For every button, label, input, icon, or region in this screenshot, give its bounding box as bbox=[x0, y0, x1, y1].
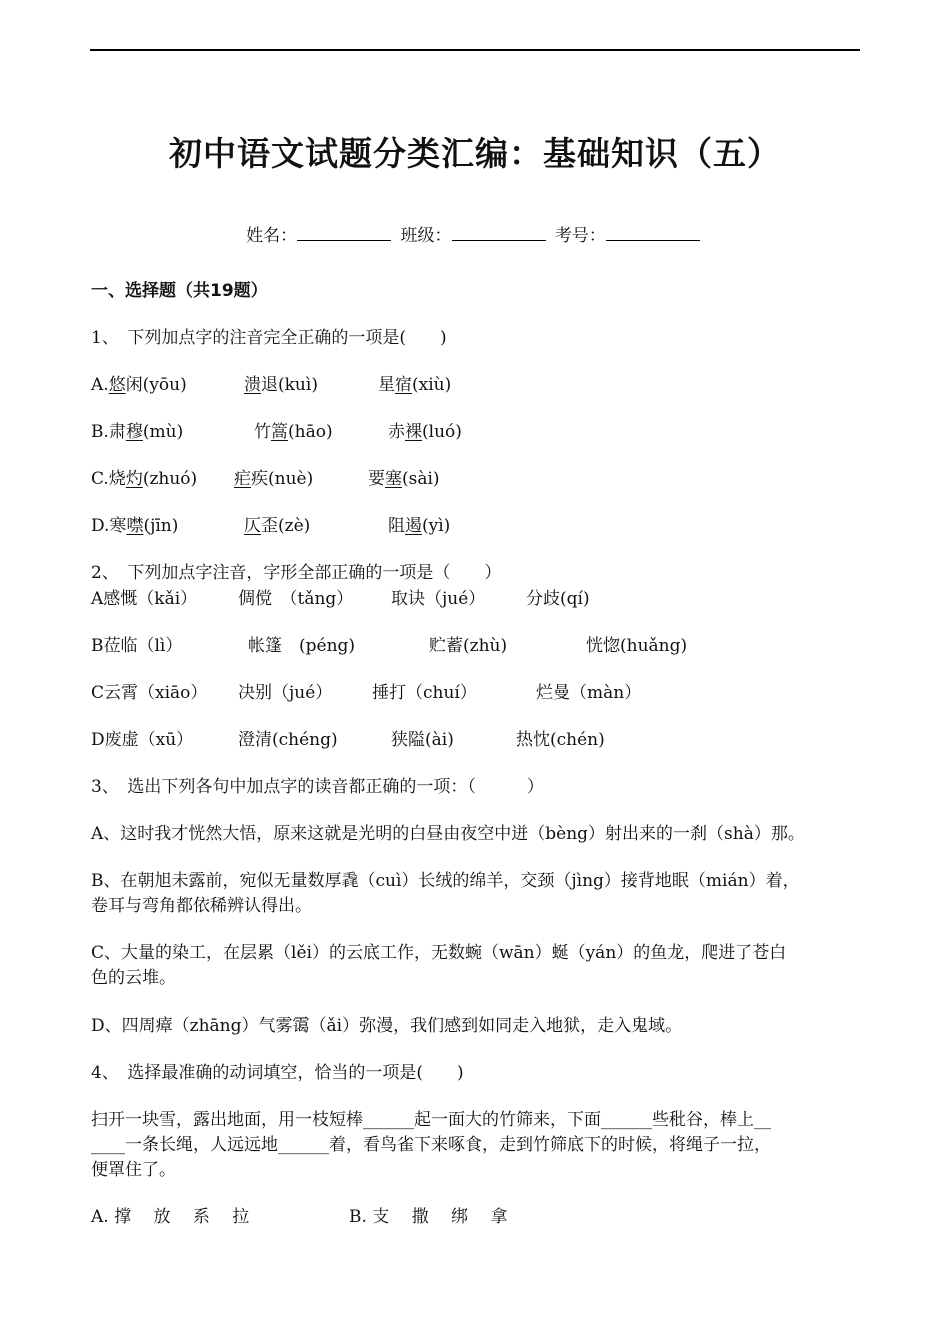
q4-option-b: B. 支 撒 绑 拿 bbox=[349, 1207, 508, 1227]
name-label: 姓名： bbox=[246, 226, 298, 246]
q3-option-c-line2: 色的云堆。 bbox=[91, 968, 176, 988]
id-field[interactable] bbox=[606, 226, 700, 241]
q4-passage-line1: 扫开一块雪，露出地面，用一枝短棒______起一面大的竹筛来，下面______些秕谷，棒上__ bbox=[91, 1110, 771, 1130]
q3-stem: 3、 选出下列各句中加点字的读音都正确的一项：（ ） bbox=[91, 777, 544, 797]
q4-passage-line3: 便罩住了。 bbox=[91, 1160, 176, 1180]
id-label: 考号： bbox=[554, 226, 606, 246]
q3-option-b-line1: B、在朝旭未露前，宛似无量数厚毳（cuì）长绒的绵羊，交颈（jìng）接背地眠（mián）着， bbox=[91, 871, 800, 891]
q3-option-b-line2: 卷耳与弯角都依稀辨认得出。 bbox=[91, 896, 312, 916]
section-heading: 一、选择题（共19题） bbox=[91, 281, 268, 301]
q2-stem: 2、 下列加点字注音，字形全部正确的一项是（ ） bbox=[91, 563, 502, 583]
exam-page: 初中语文试题分类汇编：基础知识（五） 姓名： 班级： 考号： 一、选择题（共19题） 1、 下列加点字的注音完全正确的一项是( ) A.悠闲(yōu) 溃退(kuì) 星宿(xiù) B.肃穆(mù) 竹篙(hāo) 赤裸(luó) C.烧灼(zhuó) 疟疾(nuè) 要塞(sài) D.寒噤(jīn) 仄歪(zè) 阻遏(yì) 2、 下列加点字注音，字形全部正确的一项是（ ） A感慨（kǎi） 倜傥 （tǎng） 取诀（jué） 分歧(qí) B莅临（lì） 帐篷 (péng) 贮蓄(zhù) 恍惚(huǎng) C云霄（xiāo） 决别（jué） 捶打（chuí） 烂曼（màn） D废虚（xū） 澄清(chéng) 狭隘(ài) 热忱(chén) 3、 选出下列各句中加点字的读音都正确的一项：（ ） A、这时我才恍然大悟，原来这就是光明的白昼由夜空中迸（bèng）射出来的一刹（shà）那。 B、在朝旭未露前，宛似无量数厚毳（cuì）长绒的绵羊，交颈（jìng）接背地眠（mián）着， 卷耳与弯角都依稀辨认得出。 C、大量的染工，在层累（lěi）的云底工作，无数蜿（wān）蜒（yán）的鱼龙，爬进了苍白 色的云堆。 D、四周瘴（zhāng）气雾霭（ǎi）弥漫，我们感到如同走入地狱，走入鬼域。 4、 选择最准确的动词填空，恰当的一项是( ) 扫开一块雪，露出地面，用一枝短棒______起一面大的竹筛来，下面______些秕谷，棒上__ ____一条长绳，人远远地______着，看鸟雀下来啄食，走到竹筛底下的时候，将绳子一拉， 便罩住了。 A. 撑 放 系 拉 B. 支 撒 绑 拿 bbox=[0, 0, 950, 1344]
q3-option-a: A、这时我才恍然大悟，原来这就是光明的白昼由夜空中迸（bèng）射出来的一刹（shà）那。 bbox=[91, 824, 805, 844]
student-info-line bbox=[0, 221, 950, 246]
q3-option-d: D、四周瘴（zhāng）气雾霭（ǎi）弥漫，我们感到如同走入地狱，走入鬼域。 bbox=[91, 1016, 683, 1036]
page-title: 初中语文试题分类汇编：基础知识（五） bbox=[169, 134, 781, 173]
header-rule bbox=[90, 49, 860, 51]
class-field[interactable] bbox=[452, 226, 546, 241]
name-field[interactable] bbox=[297, 226, 391, 241]
q4-stem: 4、 选择最准确的动词填空，恰当的一项是( ) bbox=[91, 1063, 464, 1083]
q1-stem: 1、 下列加点字的注音完全正确的一项是( ) bbox=[91, 328, 447, 348]
q4-passage-line2: ____一条长绳，人远远地______着，看鸟雀下来啄食，走到竹筛底下的时候，将绳子一拉， bbox=[91, 1135, 771, 1155]
q4-option-a: A. 撑 放 系 拉 bbox=[91, 1207, 250, 1227]
q3-option-c-line1: C、大量的染工，在层累（lěi）的云底工作，无数蜿（wān）蜒（yán）的鱼龙，爬进了苍白 bbox=[91, 943, 787, 963]
class-label: 班级： bbox=[400, 226, 452, 246]
